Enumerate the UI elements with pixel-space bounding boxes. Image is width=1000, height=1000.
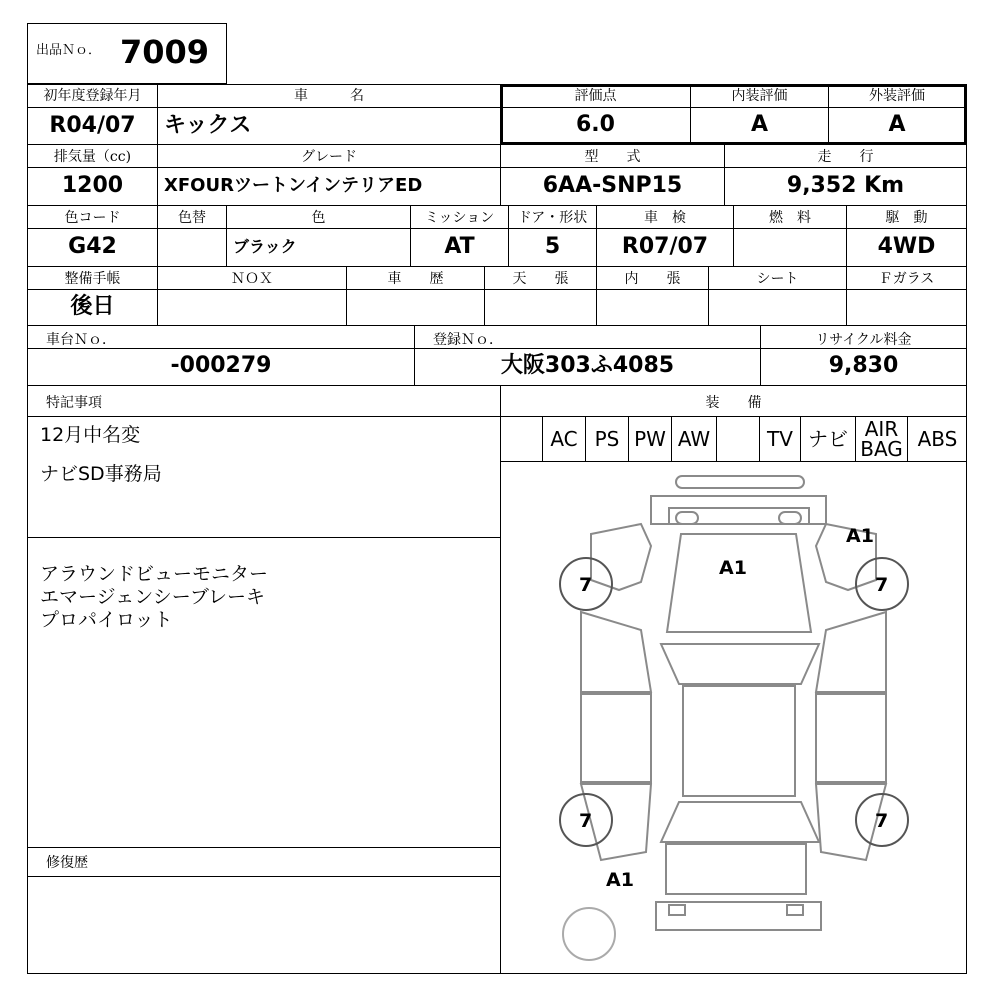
model-label: 型 式 <box>584 149 641 165</box>
seat-label: シート <box>756 271 799 287</box>
chassis-value: -000279 <box>170 353 272 378</box>
grade-label: グレード <box>301 149 357 165</box>
front-grille <box>669 508 809 524</box>
repair-history-label: 修復歴 <box>46 855 88 871</box>
lot-number: 7009 <box>120 33 210 71</box>
rear-light-r <box>787 905 803 915</box>
drive-label: 駆 動 <box>885 210 928 226</box>
interior-label: 内装評価 <box>731 88 788 104</box>
equip-tv: TV <box>759 417 800 461</box>
lot-label: 出品Ｎｏ． <box>36 43 102 58</box>
car-history-label: 車 歴 <box>387 271 444 287</box>
equip-navi: ナビ <box>800 417 855 461</box>
door-value: 5 <box>544 234 561 259</box>
interior-value: A <box>750 112 769 137</box>
color-label: 色 <box>311 210 326 226</box>
hood-damage-mark: A1 <box>719 557 747 579</box>
ceiling-label: 天 張 <box>512 271 569 287</box>
equip-ps: PS <box>585 417 628 461</box>
equip-pw: PW <box>628 417 671 461</box>
trunk <box>666 844 806 894</box>
inspection-value: R07/07 <box>621 234 709 259</box>
notes-line-2: ナビSD事務局 <box>40 463 162 485</box>
tire-rr-depth: 7 <box>875 810 889 832</box>
left-front-door <box>581 612 651 692</box>
recycle-label: リサイクル料金 <box>815 332 912 348</box>
exterior-label: 外装評価 <box>869 88 925 104</box>
mileage-label: 走 行 <box>817 149 874 165</box>
model-value: 6AA-SNP15 <box>542 173 683 198</box>
cc-label: 排気量（cc) <box>53 149 132 165</box>
nox-label: ＮＯＸ <box>231 271 273 287</box>
front-bumper-top <box>676 476 804 488</box>
mission-label: ミッション <box>424 210 495 226</box>
left-rear-door <box>581 694 651 782</box>
front-glass-label: Ｆガラス <box>878 271 935 287</box>
roof <box>683 686 795 796</box>
mileage-value: 9,352 Km <box>786 173 905 198</box>
grade-value: XFOURツートンインテリアED <box>164 175 423 196</box>
maintenance-book-value: 後日 <box>70 294 115 319</box>
door-label: ドア・形状 <box>517 210 588 226</box>
plate-label: 登録Ｎｏ． <box>433 332 503 348</box>
tire-rl-depth: 7 <box>579 810 593 832</box>
score-label: 評価点 <box>574 88 617 104</box>
spare-tire <box>563 908 615 960</box>
equip-airbag: AIR BAG <box>855 417 907 461</box>
color-code-value: G42 <box>68 234 117 259</box>
tire-fl-depth: 7 <box>579 574 593 596</box>
color-value: ブラック <box>233 237 297 256</box>
tire-fr-depth: 7 <box>875 574 889 596</box>
front-light-l <box>676 512 698 524</box>
equip-abs: ABS <box>907 417 967 461</box>
cc-value: 1200 <box>61 173 124 198</box>
rear-light-l <box>669 905 685 915</box>
right-front-damage-mark: A1 <box>846 525 874 547</box>
score-value: 6.0 <box>576 112 615 137</box>
right-front-door <box>816 612 886 692</box>
equipment-row <box>500 417 967 461</box>
drive-value: 4WD <box>877 234 936 259</box>
equip-ac: AC <box>542 417 585 461</box>
car-damage-diagram <box>501 462 966 973</box>
mission-value: AT <box>444 234 475 259</box>
rear-glass <box>661 802 819 842</box>
left-rear-damage-mark: A1 <box>606 869 634 891</box>
car-name-value: キックス <box>164 113 252 138</box>
repaint-label: 色替 <box>178 210 206 226</box>
notes-label: 特記事項 <box>46 395 102 411</box>
lot-box <box>27 23 227 84</box>
plate-value: 大阪303ふ4085 <box>500 353 675 378</box>
right-rear-door <box>816 694 886 782</box>
left-front-fender <box>591 524 651 590</box>
inspection-label: 車 検 <box>644 210 686 226</box>
windshield <box>661 644 819 684</box>
color-code-label: 色コード <box>64 210 121 226</box>
first-reg-value: R04/07 <box>49 113 136 138</box>
fuel-label: 燃 料 <box>769 210 811 226</box>
lining-label: 内 張 <box>624 271 681 287</box>
notes-line-1: 12月中名変 <box>40 424 141 446</box>
equipment-label: 装 備 <box>705 395 762 411</box>
equip-aw: AW <box>671 417 716 461</box>
hood <box>667 534 811 632</box>
equip-blank <box>716 417 759 461</box>
recycle-value: 9,830 <box>828 353 899 378</box>
maintenance-book-label: 整備手帳 <box>64 271 121 287</box>
notes-features: アラウンドビューモニター エマージェンシーブレーキ プロパイロット <box>40 563 269 631</box>
front-light-r <box>779 512 801 524</box>
first-reg-label: 初年度登録年月 <box>43 88 142 104</box>
car-name-label: 車 名 <box>294 88 364 104</box>
chassis-label: 車台Ｎｏ． <box>46 332 116 348</box>
exterior-value: A <box>888 112 906 137</box>
